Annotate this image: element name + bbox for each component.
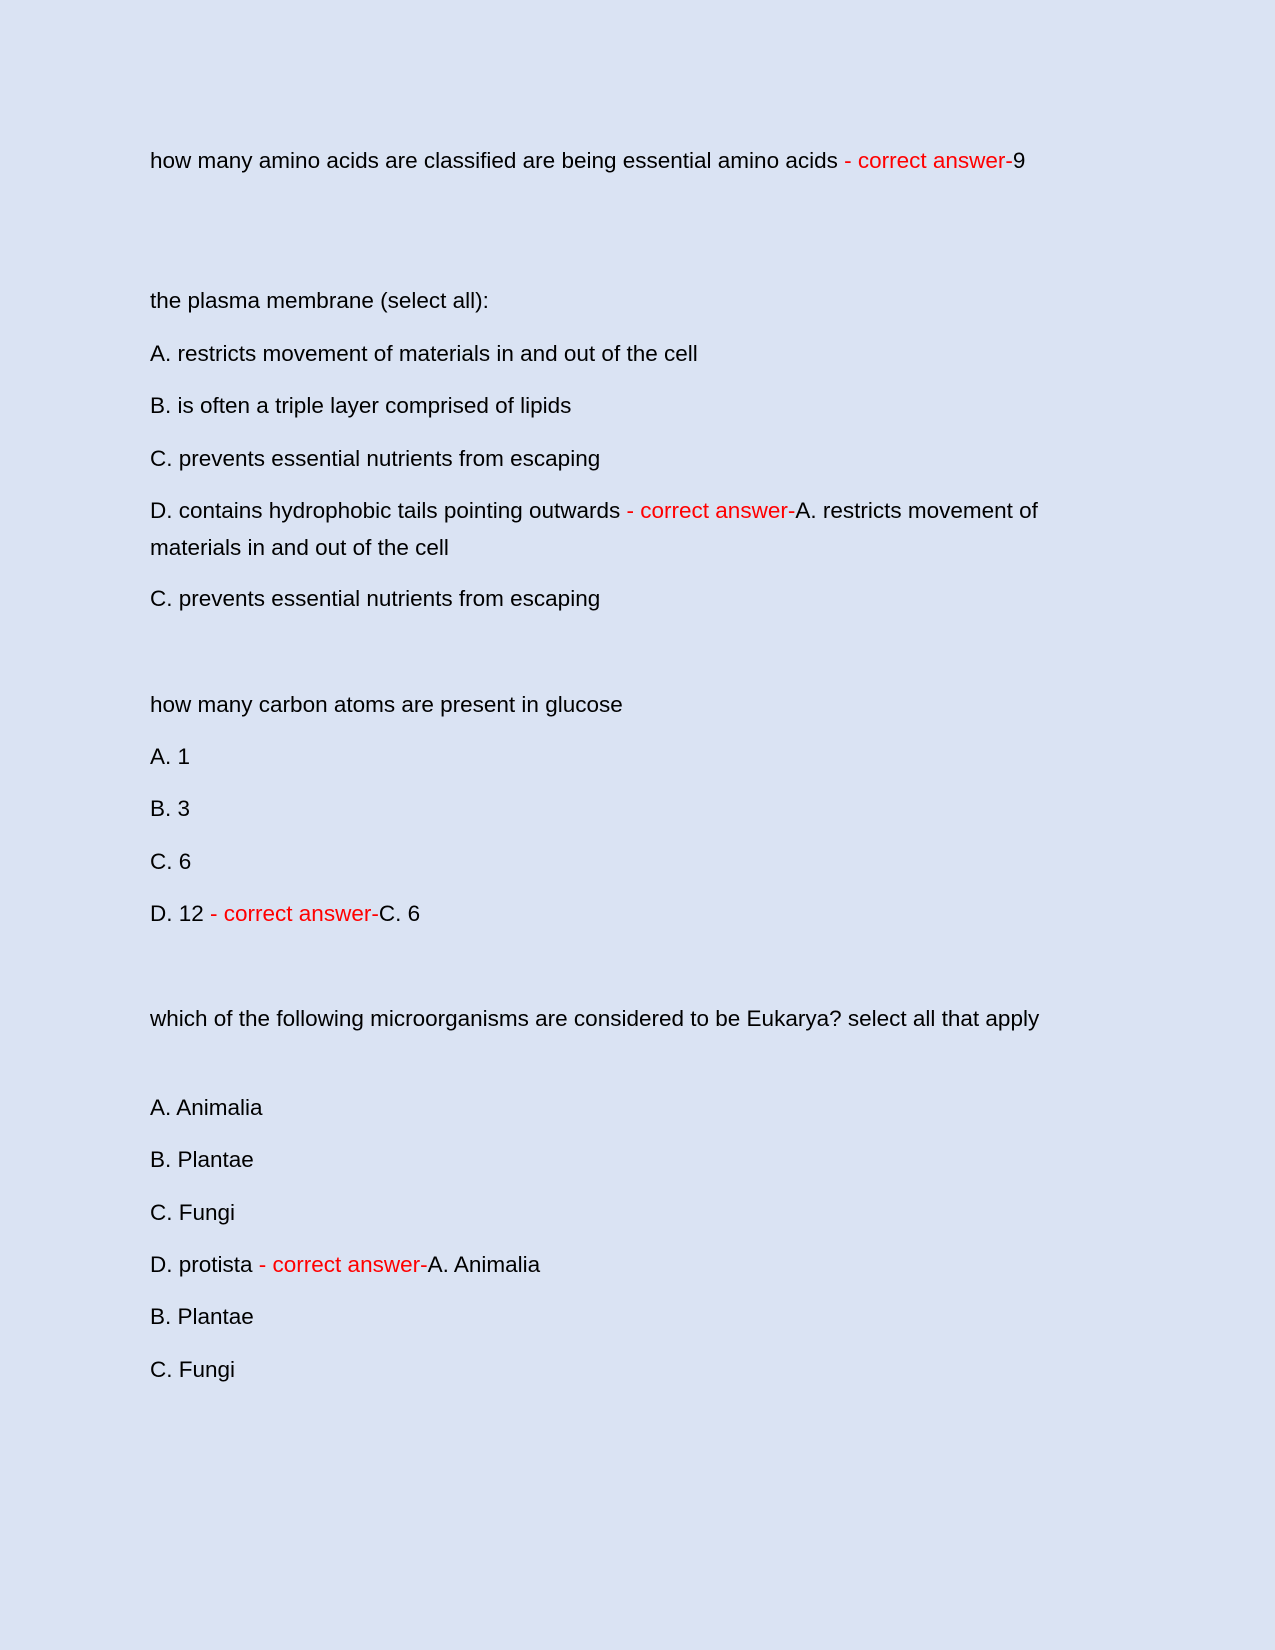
q3-option-b: B. 3 bbox=[150, 796, 191, 821]
q4-option-a: A. Animalia bbox=[150, 1095, 263, 1120]
q4-answer-3: C. Fungi bbox=[150, 1357, 236, 1382]
q4-answer-2: B. Plantae bbox=[150, 1304, 254, 1329]
correct-answer-marker: - correct answer- bbox=[837, 148, 1013, 173]
q4-question: which of the following microorganisms are considered to be Eukarya? select all that apply bbox=[150, 1006, 1040, 1031]
q3-option-c: C. 6 bbox=[150, 849, 192, 874]
correct-answer-marker: - correct answer- bbox=[620, 498, 796, 523]
answer-text: 9 bbox=[1012, 148, 1026, 173]
answer-text: C. 6 bbox=[378, 901, 421, 926]
option-text: D. protista bbox=[150, 1252, 253, 1277]
question-text: how many amino acids are classified are being essential amino acids bbox=[150, 148, 838, 173]
q2-option-c: C. prevents essential nutrients from escaping bbox=[150, 446, 601, 471]
q2-option-b: B. is often a triple layer comprised of lipids bbox=[150, 393, 572, 418]
option-text: D. contains hydrophobic tails pointing outwards bbox=[150, 498, 621, 523]
q1-question bbox=[150, 142, 1070, 179]
correct-answer-marker: - correct answer- bbox=[203, 901, 379, 926]
q2-option-d bbox=[150, 492, 1070, 566]
q2-answer-2: C. prevents essential nutrients from escaping bbox=[150, 586, 601, 611]
option-text: D. 12 bbox=[150, 901, 204, 926]
correct-answer-marker: - correct answer- bbox=[252, 1252, 428, 1277]
q2-question: the plasma membrane (select all): bbox=[150, 288, 489, 313]
answer-text: A. restricts movement of materials in and out of the cell bbox=[150, 498, 1038, 560]
answer-text: A. Animalia bbox=[427, 1252, 541, 1277]
q3-option-d bbox=[150, 895, 1070, 932]
q4-option-c: C. Fungi bbox=[150, 1200, 236, 1225]
q4-option-b: B. Plantae bbox=[150, 1147, 254, 1172]
q2-option-a: A. restricts movement of materials in and out of the cell bbox=[150, 341, 698, 366]
q3-question: how many carbon atoms are present in glucose bbox=[150, 692, 623, 717]
q3-option-a: A. 1 bbox=[150, 744, 191, 769]
q4-option-d bbox=[150, 1246, 1070, 1283]
